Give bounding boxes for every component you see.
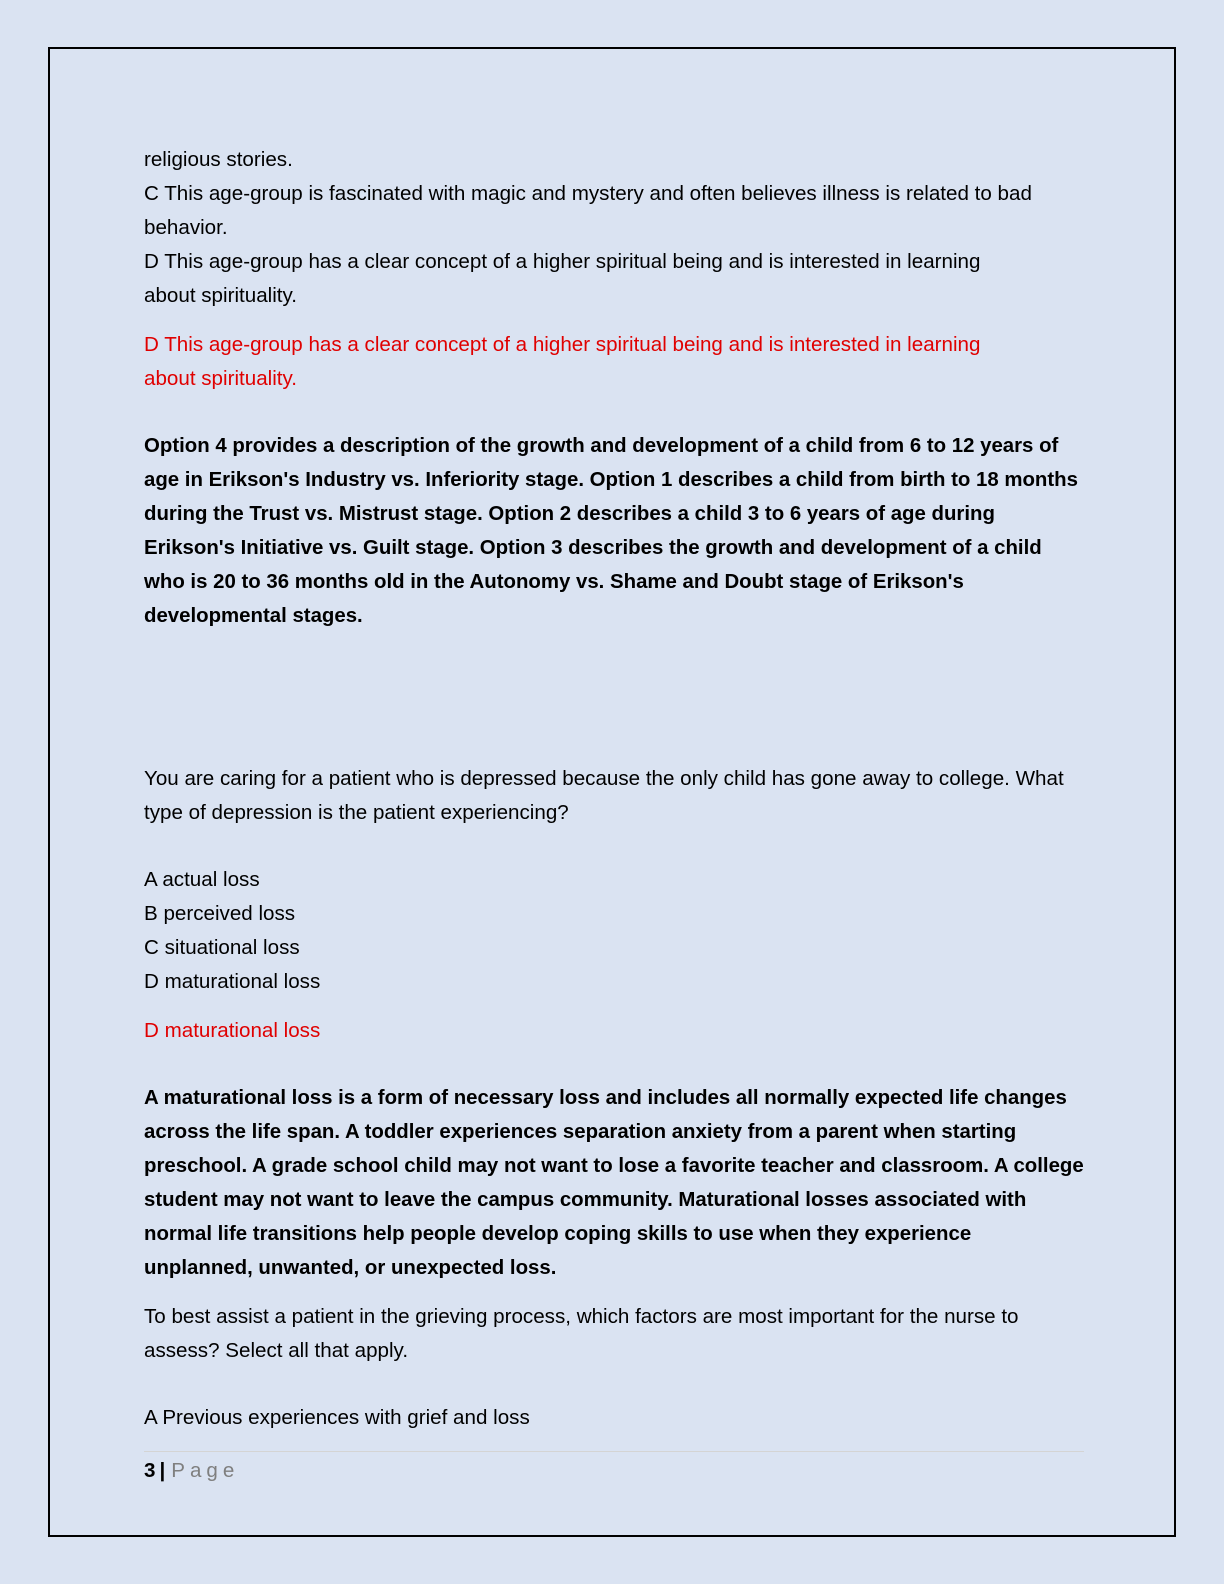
q2-rationale: A maturational loss is a form of necessary loss and includes all normally expected life changes across the life span. A toddler experiences separation anxiety from a parent when starting preschool. A grade school child may not want to lose a favorite teacher and classroom. A college student may not want to leave the campus community. Maturational losses associated with normal life transitions help people develop coping skills to use when they experience unplanned, unwanted, or unexpected loss. <box>144 1087 1084 1279</box>
q1-option-d: D This age-group has a clear concept of a higher spiritual being and is interested in learning about spirituality. <box>144 250 981 307</box>
q2-answer: D maturational loss <box>144 1019 321 1042</box>
q3-question: To best assist a patient in the grieving process, which factors are most important for the nurse to assess? Select all that apply. <box>144 1305 1019 1362</box>
q2-option-a: A actual loss <box>144 868 260 891</box>
page-footer <box>144 1454 239 1488</box>
q1-answer: D This age-group has a clear concept of a higher spiritual being and is interested in learning about spirituality. <box>144 333 981 390</box>
q1-rationale: Option 4 provides a description of the growth and development of a child from 6 to 12 years of age in Erikson's Industry vs. Inferiority stage. Option 1 describes a child from birth to 18 months during the Trust vs. Mistrust stage. Option 2 describes a child 3 to 6 years of age during Erikson's Initiative vs. Guilt stage. Option 3 describes the growth and development of a child who is 20 to 36 months old in the Autonomy vs. Shame and Doubt stage of Erikson's developmental stages. <box>144 435 1078 627</box>
q2-option-c: C situational loss <box>144 936 300 959</box>
document-body <box>144 143 1084 1435</box>
footer-separator: | <box>159 1459 166 1482</box>
q2-options-list <box>144 863 1084 999</box>
page-label: Page <box>171 1459 240 1482</box>
q2-option-d: D maturational loss <box>144 970 321 993</box>
q1-option-c: C This age-group is fascinated with magic and mystery and often believes illness is related to bad behavior. <box>144 182 1032 239</box>
q2-question: You are caring for a patient who is depressed because the only child has gone away to college. What type of depression is the patient experiencing? <box>144 767 1064 824</box>
footer-divider <box>144 1451 1084 1452</box>
q1-option-b-continuation: religious stories. <box>144 148 293 171</box>
q3-option-a: A Previous experiences with grief and loss <box>144 1406 530 1429</box>
page-number: 3 <box>144 1459 156 1482</box>
q2-option-b: B perceived loss <box>144 902 296 925</box>
